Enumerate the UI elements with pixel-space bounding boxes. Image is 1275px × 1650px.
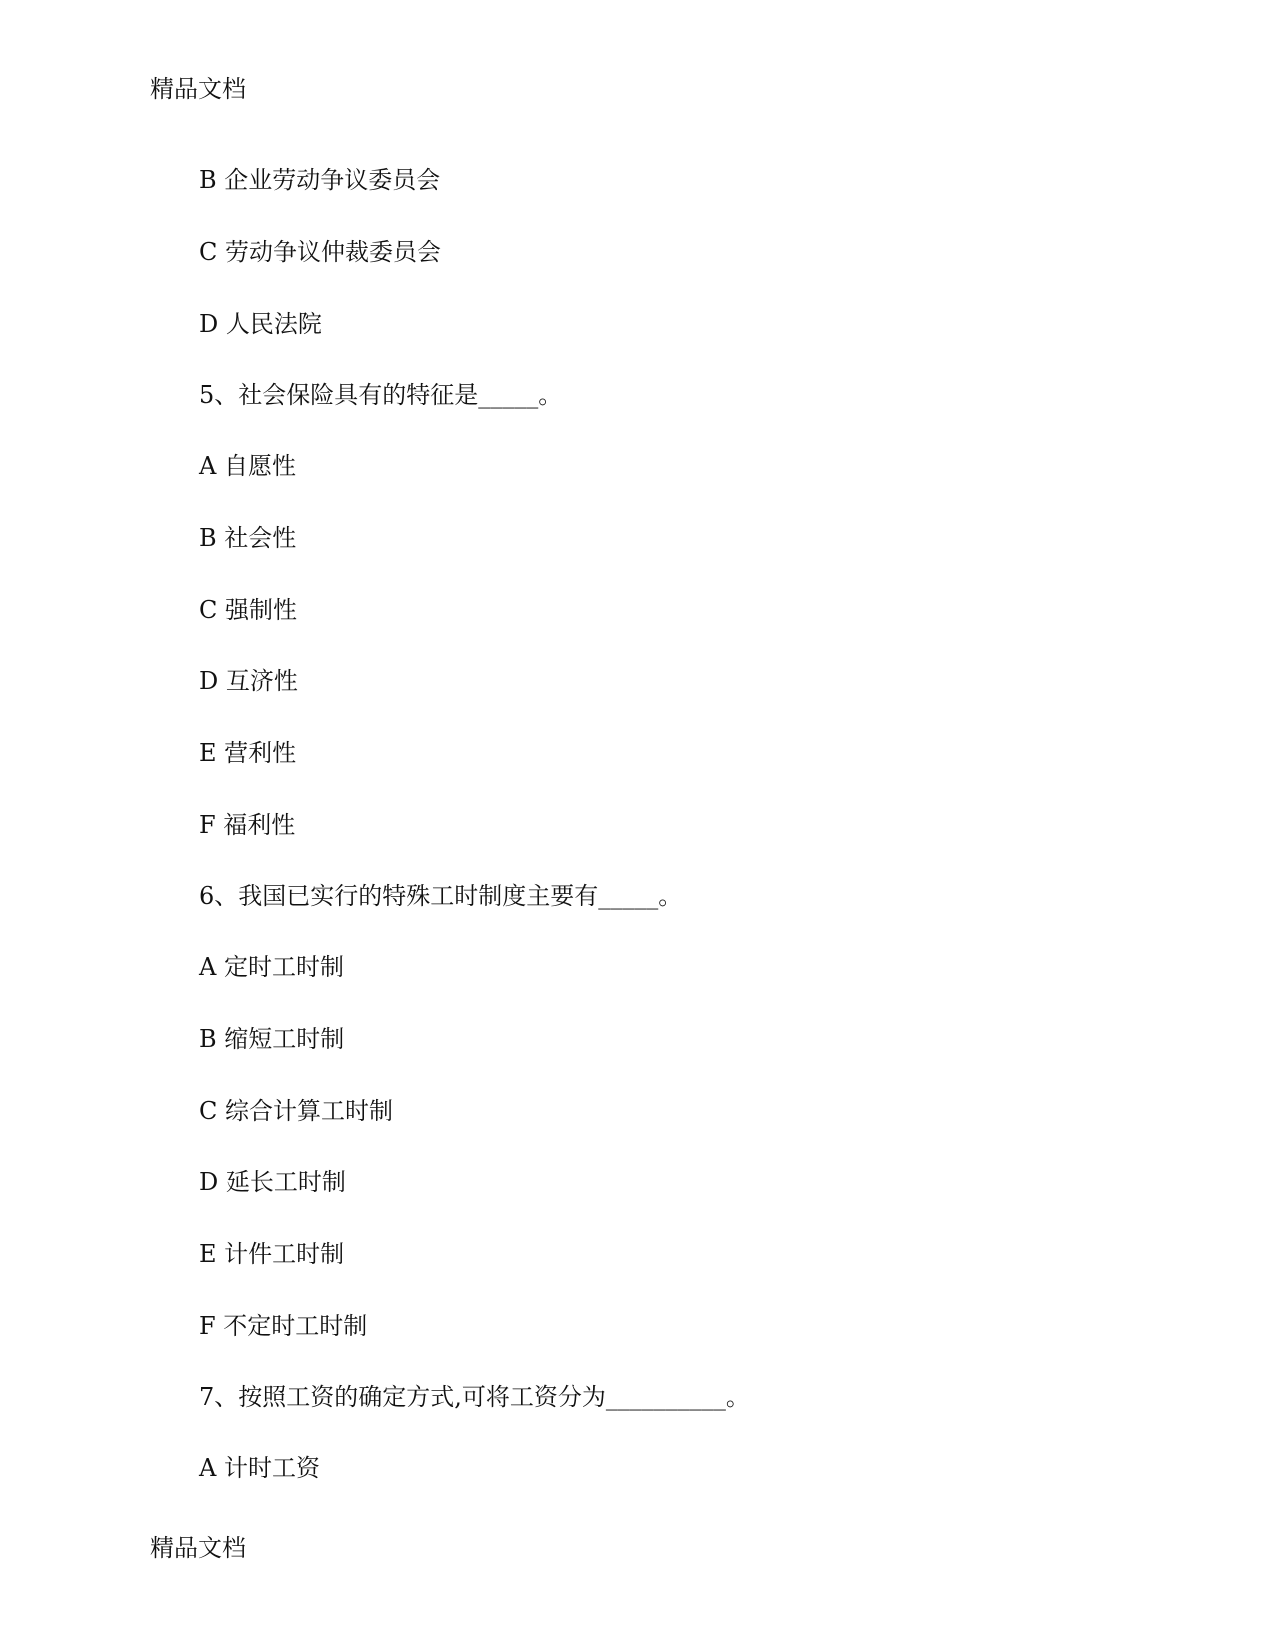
option-line: C 劳动争议仲裁委员会 <box>199 238 441 266</box>
option-line: D 互济性 <box>199 667 298 695</box>
option-line: E 营利性 <box>199 739 297 767</box>
question-line: 7、按照工资的确定方式,可将工资分为__________。 <box>199 1383 750 1411</box>
option-line: B 缩短工时制 <box>199 1025 345 1053</box>
option-line: C 综合计算工时制 <box>199 1097 393 1125</box>
option-line: E 计件工时制 <box>199 1240 345 1268</box>
question-line: 5、社会保险具有的特征是_____。 <box>199 381 563 409</box>
option-line: A 计时工资 <box>199 1454 320 1482</box>
option-line: A 自愿性 <box>199 452 296 480</box>
option-line: C 强制性 <box>199 596 297 624</box>
question-line: 6、我国已实行的特殊工时制度主要有_____。 <box>199 882 683 910</box>
option-line: F 福利性 <box>199 811 296 839</box>
page-footer: 精品文档 <box>150 1534 246 1562</box>
page-header: 精品文档 <box>150 75 246 103</box>
option-line: D 延长工时制 <box>199 1168 346 1196</box>
option-line: B 企业劳动争议委员会 <box>199 166 441 194</box>
option-line: B 社会性 <box>199 524 297 552</box>
option-line: A 定时工时制 <box>199 953 344 981</box>
option-line: F 不定时工时制 <box>199 1312 368 1340</box>
option-line: D 人民法院 <box>199 310 322 338</box>
